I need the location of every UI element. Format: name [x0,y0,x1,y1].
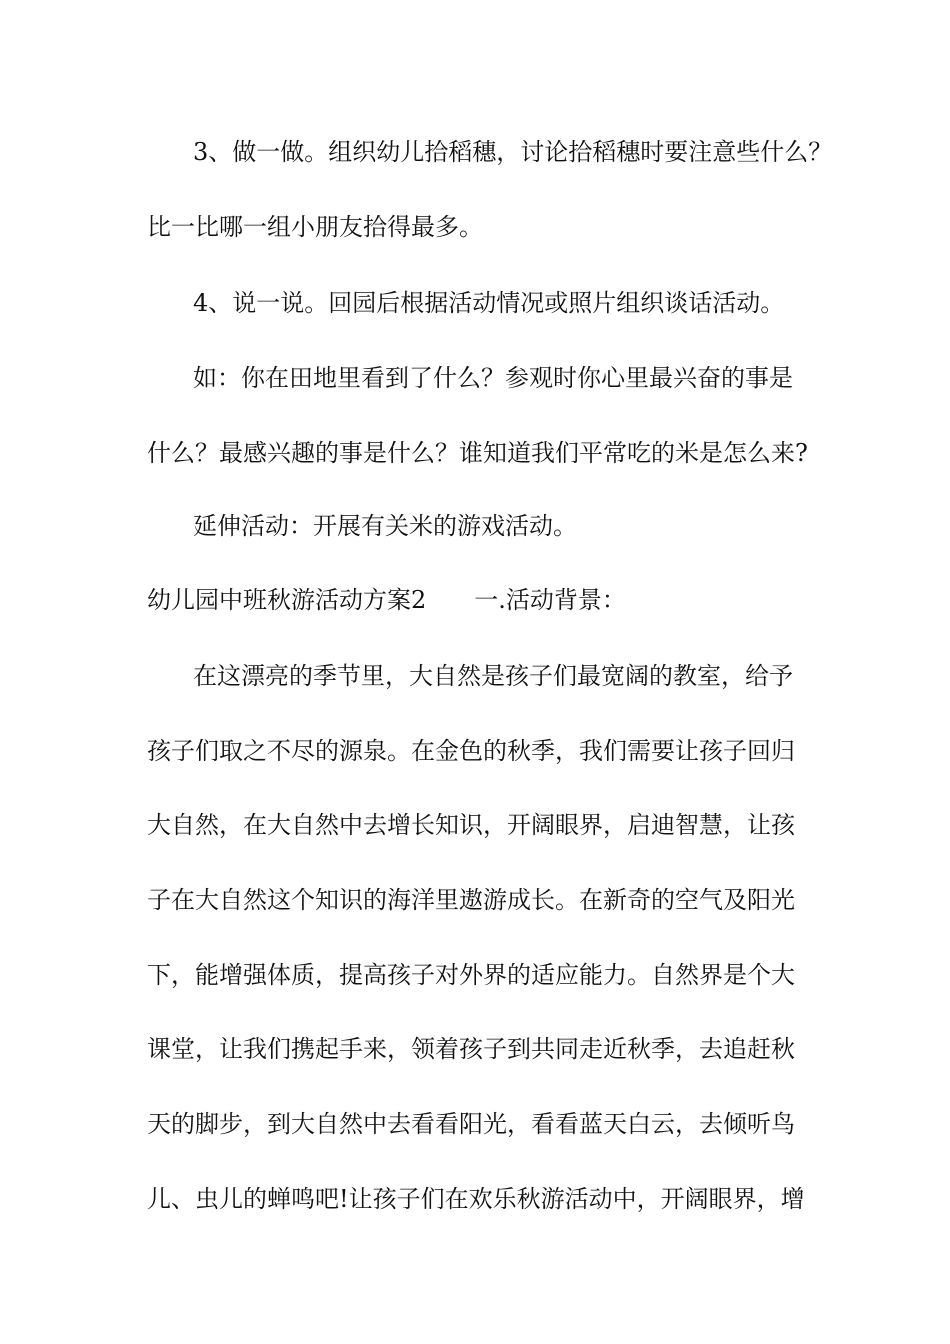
paragraph-line-13: 课堂，让我们携起手来，领着孩子到共同走近秋季，去追赶秋 [147,1035,795,1063]
paragraph-line-9: 孩子们取之不尽的源泉。在金色的秋季，我们需要让孩子回归 [147,737,795,765]
paragraph-line-12: 下，能增强体质，提高孩子对外界的适应能力。自然界是个大 [147,961,795,989]
paragraph-line-2: 比一比哪一组小朋友拾得最多。 [147,213,483,241]
paragraph-line-8: 在这漂亮的季节里，大自然是孩子们最宽阔的教室，给予 [193,662,793,690]
paragraph-line-3: 4、说一说。回园后根据活动情况或照片组织谈话活动。 [193,289,785,317]
paragraph-line-15: 儿、虫儿的蝉鸣吧!让孩子们在欢乐秋游活动中，开阔眼界，增 [147,1185,805,1213]
paragraph-line-4: 如：你在田地里看到了什么？参观时你心里最兴奋的事是 [193,364,793,392]
paragraph-line-14: 天的脚步，到大自然中去看看阳光，看看蓝天白云，去倾听鸟 [147,1110,795,1138]
paragraph-line-6: 延伸活动：开展有关米的游戏活动。 [193,512,577,540]
paragraph-line-10: 大自然，在大自然中去增长知识，开阔眼界，启迪智慧，让孩 [147,811,795,839]
paragraph-line-1: 3、做一做。组织幼儿拾稻穗，讨论拾稻穗时要注意些什么？ [193,138,833,166]
paragraph-line-5: 什么？最感兴趣的事是什么？谁知道我们平常吃的米是怎么来? [147,439,808,467]
section-heading: 幼儿园中班秋游活动方案2 一.活动背景： [147,586,626,614]
paragraph-line-11: 子在大自然这个知识的海洋里遨游成长。在新奇的空气及阳光 [147,886,795,914]
